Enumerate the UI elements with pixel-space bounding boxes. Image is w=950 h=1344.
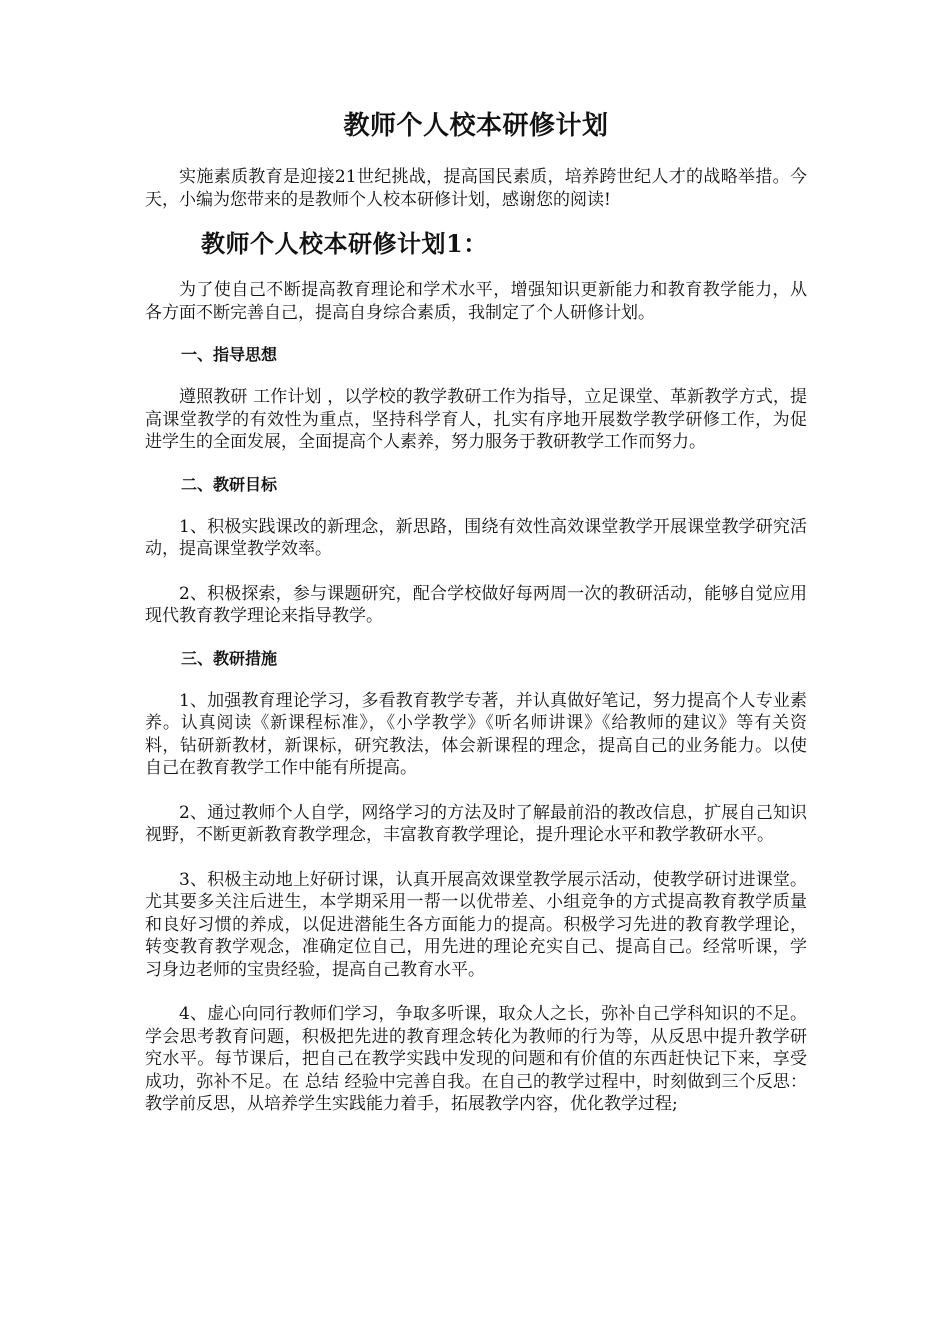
guiding-idea-paragraph: 遵照教研 工作计划 ，以学校的教学教研工作为指导，立足课堂、革新教学方式，提高课堂教学的有效性为重点，坚持科学育人，扎实有序地开展数学教学研修工作，为促进学生的全面发展，全面提高个人素养，努力服务于教研教学工作而努力。 xyxy=(145,387,807,452)
document-page xyxy=(145,108,807,1116)
measure-paragraph-2: 2、通过教师个人自学，网络学习的方法及时了解最前沿的教改信息，扩展自己知识视野，不断更新教育教学理念，丰富教育教学理论，提升理论水平和教学教研水平。 xyxy=(145,802,807,845)
document-title: 教师个人校本研修计划 xyxy=(343,111,609,141)
measure-paragraph-3: 3、积极主动地上好研讨课，认真开展高效课堂教学展示活动，使教学研讨进课堂。尤其要多关注后进生，本学期采用一帮一以优带差、小组竞争的方式提高教育教学质量和良好习惯的养成，以促进潜能生各方面能力的提高。积极学习先进的教育教学理论，转变教育教学观念，准确定位自己，用先进的理论充实自己、提高自己。经常听课，学习身边老师的宝贵经验，提高自己教育水平。 xyxy=(145,869,807,980)
measure-paragraph-1: 1、加强教育理论学习，多看教育教学专著，并认真做好笔记，努力提高个人专业素养。认真阅读《新课程标准》，《小学教学》《听名师讲课》《给教师的建议》等有关资料，钻研新教材，新课标，研究教法，体会新课程的理念，提高自己的业务能力。以使自己在教育教学工作中能有所提高。 xyxy=(145,690,807,778)
plan-subtitle: 教师个人校本研修计划1： xyxy=(201,229,488,258)
goal-paragraph-2: 2、积极探索，参与课题研究，配合学校做好每两周一次的教研活动，能够自觉应用现代教育教学理论来指导教学。 xyxy=(145,583,807,626)
goal-paragraph-1: 1、积极实践课改的新理念，新思路，围绕有效性高效课堂教学开展课堂教学研究活动，提高课堂教学效率。 xyxy=(145,516,807,559)
section-heading-guiding-idea: 一、指导思想 xyxy=(181,345,278,364)
section-heading-research-measures: 三、教研措施 xyxy=(181,648,278,668)
section-heading-research-goals: 二、教研目标 xyxy=(181,474,278,494)
opening-paragraph: 为了使自己不断提高教育理论和学术水平，增强知识更新能力和教育教学能力，从各方面不断完善自己，提高自身综合素质，我制定了个人研修计划。 xyxy=(145,280,807,323)
intro-paragraph: 实施素质教育是迎接21世纪挑战，提高国民素质，培养跨世纪人才的战略举措。今天，小编为您带来的是教师个人校本研修计划，感谢您的阅读! xyxy=(145,167,807,210)
measure-paragraph-4: 4、虚心向同行教师们学习，争取多听课，取众人之长，弥补自己学科知识的不足。学会思考教育问题，积极把先进的教育理念转化为教师的行为等，从反思中提升教学研究水平。每节课后，把自己在教学实践中发现的问题和有价值的东西赶快记下来，享受成功，弥补不足。在 总结 经验中完善自我。在自己的教学过程中，时刻做到三个反思：教学前反思，从培养学生实践能力着手，拓展教学内容，优化教学过程; xyxy=(145,1004,807,1114)
